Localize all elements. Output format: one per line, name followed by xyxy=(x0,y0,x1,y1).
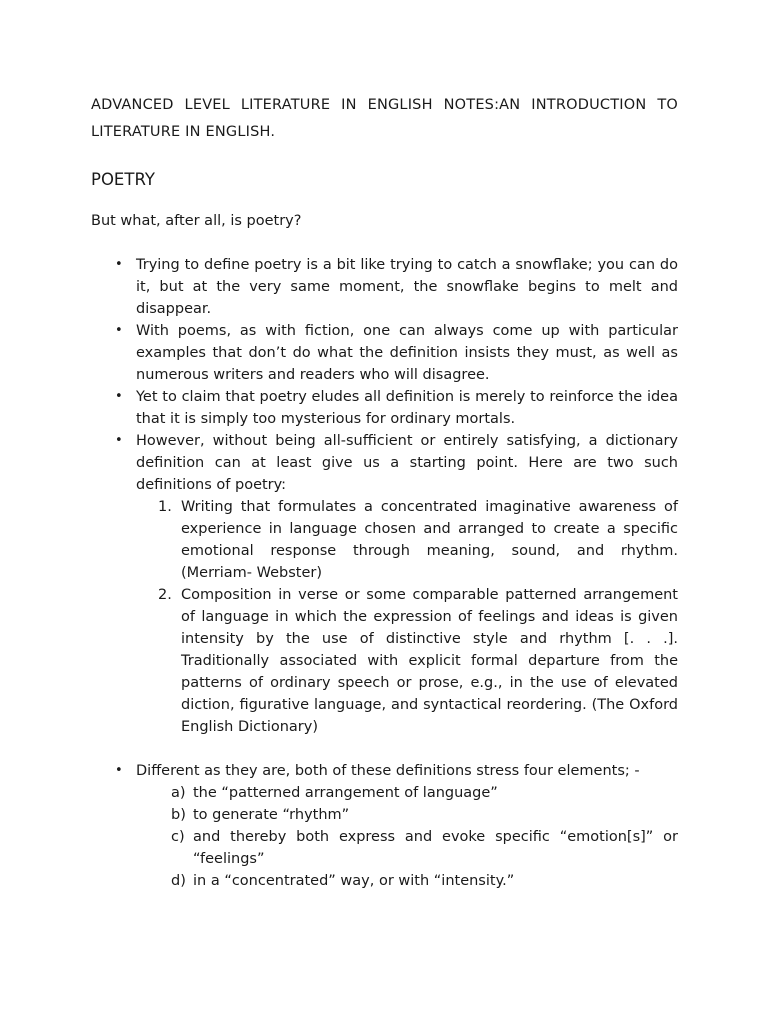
document-title: ADVANCED LEVEL LITERATURE IN ENGLISH NOTES:AN INTRODUCTION TO LITERATURE IN ENGLISH. xyxy=(91,97,678,140)
bullet-marker: • xyxy=(115,323,123,338)
definition-item xyxy=(136,496,678,584)
bullet-list xyxy=(91,254,678,892)
bullet-text: Different as they are, both of these definitions stress four elements; - xyxy=(136,763,640,779)
elements-list xyxy=(136,782,678,892)
element-item xyxy=(136,804,678,826)
bullet-item xyxy=(91,386,678,430)
definition-number: 1. xyxy=(158,499,172,515)
element-item xyxy=(136,870,678,892)
bullet-text: However, without being all-sufficient or entirely satisfying, a dictionary definition can at least give us a starting point. Here are two such definitions of poetry: xyxy=(136,433,678,493)
definition-text: Writing that formulates a concentrated imaginative awareness of experience in language chosen and arranged to create a specific emotional response through meaning, sound, and rhythm. (Merriam- Webster) xyxy=(181,499,678,581)
element-text: in a “concentrated” way, or with “intensity.” xyxy=(193,873,515,889)
section-heading-poetry: POETRY xyxy=(91,170,155,189)
bullet-marker: • xyxy=(115,433,123,448)
bullet-marker: • xyxy=(115,257,123,272)
element-letter: a) xyxy=(171,785,186,801)
bullet-item xyxy=(91,320,678,386)
bullet-item xyxy=(91,254,678,320)
bullet-text: Yet to claim that poetry eludes all definition is merely to reinforce the idea that it is simply too mysterious for ordinary mortals. xyxy=(136,389,678,427)
element-letter: d) xyxy=(171,873,186,889)
element-text: and thereby both express and evoke specific “emotion[s]” or “feelings” xyxy=(193,829,678,867)
bullet-marker: • xyxy=(115,763,123,778)
element-letter: b) xyxy=(171,807,186,823)
bullet-item xyxy=(91,430,678,738)
definition-item xyxy=(136,584,678,738)
bullet-text: With poems, as with fiction, one can always come up with particular examples that don’t do what the definition insists they must, as well as numerous writers and readers who will disagree. xyxy=(136,323,678,383)
element-item xyxy=(136,782,678,804)
element-item xyxy=(136,826,678,870)
definition-list xyxy=(136,496,678,738)
document-page xyxy=(91,92,678,892)
definition-text: Composition in verse or some comparable patterned arrangement of language in which the expression of feelings and ideas is given intensity by the use of distinctive style and rhythm [. . .]. Traditionally associated with explicit formal departure from the patterns of ordinary speech or prose, e.g., in the use of elevated diction, figurative language, and syntactical reordering. (The Oxford English Dictionary) xyxy=(181,587,678,735)
definition-number: 2. xyxy=(158,587,172,603)
intro-question: But what, after all, is poetry? xyxy=(91,213,302,229)
bullet-item xyxy=(91,760,678,892)
bullet-marker: • xyxy=(115,389,123,404)
element-text: the “patterned arrangement of language” xyxy=(193,785,498,801)
element-letter: c) xyxy=(171,829,185,845)
bullet-text: Trying to define poetry is a bit like trying to catch a snowflake; you can do it, but at the very same moment, the snowflake begins to melt and disappear. xyxy=(136,257,678,317)
element-text: to generate “rhythm” xyxy=(193,807,350,823)
